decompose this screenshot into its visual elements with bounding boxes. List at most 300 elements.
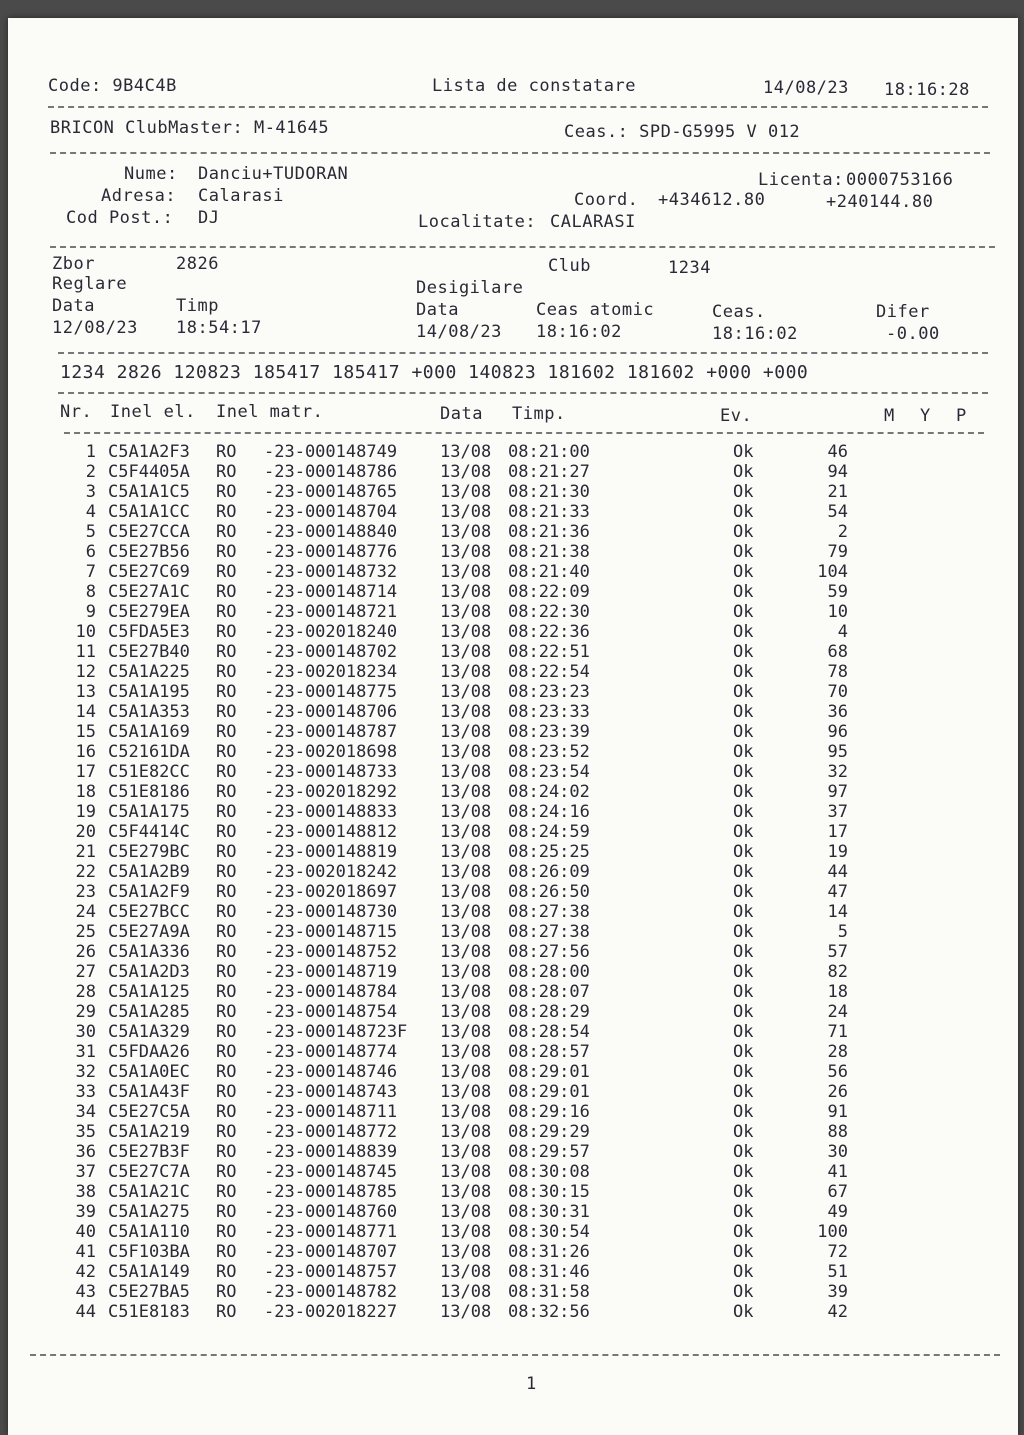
arrival-time: 08:30:54: [508, 1222, 590, 1242]
arrival-time: 08:29:01: [508, 1082, 590, 1102]
event-status: Ok: [733, 922, 754, 942]
row-number: 39: [75, 1202, 96, 1222]
ring-number: -23-000148715: [264, 922, 398, 942]
value-m: 28: [827, 1042, 848, 1062]
arrival-date: 13/08: [440, 462, 492, 482]
row-number: 29: [75, 1002, 96, 1022]
arrival-date: 13/08: [440, 1282, 492, 1302]
ring-number: -23-002018242: [264, 862, 398, 882]
country-code: RO: [216, 442, 237, 462]
value-m: 94: [827, 462, 848, 482]
arrival-time: 08:27:38: [508, 902, 590, 922]
data-label: Data: [52, 296, 95, 316]
electronic-ring: C5A1A2F3: [108, 442, 190, 462]
electronic-ring: C5A1A2D3: [108, 962, 190, 982]
country-code: RO: [216, 782, 237, 802]
electronic-ring: C5A1A2F9: [108, 882, 190, 902]
row-number: 25: [75, 922, 96, 942]
difer-label: Difer: [876, 302, 930, 322]
country-code: RO: [216, 982, 237, 1002]
locality: CALARASI: [550, 212, 636, 232]
row-number: 41: [75, 1242, 96, 1262]
table-row: [8, 1062, 1018, 1082]
event-status: Ok: [733, 1262, 754, 1282]
arrival-time: 08:22:30: [508, 602, 590, 622]
value-m: 59: [827, 582, 848, 602]
divider: [58, 352, 988, 354]
ring-number: -23-000148839: [264, 1142, 398, 1162]
event-status: Ok: [733, 862, 754, 882]
table-row: [8, 1302, 1018, 1322]
country-code: RO: [216, 622, 237, 642]
value-m: 95: [827, 742, 848, 762]
value-m: 5: [837, 922, 848, 942]
arrival-time: 08:29:01: [508, 1062, 590, 1082]
table-row: [8, 682, 1018, 702]
row-number: 12: [75, 662, 96, 682]
value-m: 97: [827, 782, 848, 802]
table-row: [8, 942, 1018, 962]
table-row: [8, 702, 1018, 722]
country-code: RO: [216, 482, 237, 502]
event-status: Ok: [733, 762, 754, 782]
table-row: [8, 1142, 1018, 1162]
event-status: Ok: [733, 842, 754, 862]
col-nr: Nr.: [60, 402, 93, 422]
event-status: Ok: [733, 482, 754, 502]
value-m: 37: [827, 802, 848, 822]
table-row: [8, 522, 1018, 542]
ring-number: -23-000148719: [264, 962, 398, 982]
arrival-date: 13/08: [440, 1182, 492, 1202]
electronic-ring: C5A1A110: [108, 1222, 190, 1242]
row-number: 37: [75, 1162, 96, 1182]
arrival-date: 13/08: [440, 1202, 492, 1222]
ring-number: -23-000148757: [264, 1262, 398, 1282]
arrival-date: 13/08: [440, 862, 492, 882]
country-code: RO: [216, 602, 237, 622]
arrival-time: 08:21:30: [508, 482, 590, 502]
arrival-date: 13/08: [440, 942, 492, 962]
electronic-ring: C5F4405A: [108, 462, 190, 482]
row-number: 33: [75, 1082, 96, 1102]
electronic-ring: C5E27B3F: [108, 1142, 190, 1162]
electronic-ring: C5A1A195: [108, 682, 190, 702]
row-number: 15: [75, 722, 96, 742]
row-number: 40: [75, 1222, 96, 1242]
value-m: 88: [827, 1122, 848, 1142]
table-row: [8, 1082, 1018, 1102]
row-number: 11: [75, 642, 96, 662]
value-m: 44: [827, 862, 848, 882]
table-row: [8, 1282, 1018, 1302]
electronic-ring: C5A1A329: [108, 1022, 190, 1042]
event-status: Ok: [733, 1062, 754, 1082]
arrival-date: 13/08: [440, 1142, 492, 1162]
electronic-ring: C5A1A275: [108, 1202, 190, 1222]
reglare-label: Reglare: [52, 274, 128, 294]
arrival-time: 08:24:16: [508, 802, 590, 822]
country-code: RO: [216, 1182, 237, 1202]
arrival-date: 13/08: [440, 982, 492, 1002]
summary-line: 1234 2826 120823 185417 185417 +000 140823 181602 181602 +000 +000: [60, 362, 809, 383]
ring-number: -23-000148787: [264, 722, 398, 742]
arrival-date: 13/08: [440, 822, 492, 842]
print-date: 14/08/23: [763, 78, 849, 98]
coord-label: Coord.: [574, 190, 639, 210]
event-status: Ok: [733, 622, 754, 642]
electronic-ring: C5E27CCA: [108, 522, 190, 542]
electronic-ring: C5E27BA5: [108, 1282, 190, 1302]
table-row: [8, 1162, 1018, 1182]
value-m: 36: [827, 702, 848, 722]
ring-number: -23-000148704: [264, 502, 398, 522]
col-inel-matr: Inel matr.: [216, 402, 324, 422]
zbor-number: 2826: [176, 254, 219, 274]
arrival-time: 08:22:09: [508, 582, 590, 602]
country-code: RO: [216, 802, 237, 822]
document-title: Lista de constatare: [432, 76, 636, 96]
value-m: 26: [827, 1082, 848, 1102]
electronic-ring: C5A1A0EC: [108, 1062, 190, 1082]
arrival-date: 13/08: [440, 682, 492, 702]
row-number: 4: [85, 502, 96, 522]
country-code: RO: [216, 882, 237, 902]
ring-number: -23-002018240: [264, 622, 398, 642]
event-status: Ok: [733, 1082, 754, 1102]
value-m: 32: [827, 762, 848, 782]
ring-number: -23-000148732: [264, 562, 398, 582]
col-inel-el: Inel el.: [110, 402, 196, 422]
ring-number: -23-000148743: [264, 1082, 398, 1102]
value-m: 70: [827, 682, 848, 702]
event-status: Ok: [733, 562, 754, 582]
arrival-time: 08:24:02: [508, 782, 590, 802]
arrival-date: 13/08: [440, 1102, 492, 1122]
arrival-date: 13/08: [440, 442, 492, 462]
clock-difference: -0.00: [886, 324, 940, 344]
value-m: 57: [827, 942, 848, 962]
ring-number: -23-000148784: [264, 982, 398, 1002]
clock-model: Ceas.: SPD-G5995 V 012: [564, 122, 801, 142]
arrival-time: 08:28:00: [508, 962, 590, 982]
ring-number: -23-000148833: [264, 802, 398, 822]
arrival-date: 13/08: [440, 642, 492, 662]
license-label: Licenta:: [758, 170, 844, 190]
table-row: [8, 822, 1018, 842]
row-number: 34: [75, 1102, 96, 1122]
row-number: 19: [75, 802, 96, 822]
table-row: [8, 482, 1018, 502]
country-code: RO: [216, 1022, 237, 1042]
electronic-ring: C5A1A1CC: [108, 502, 190, 522]
ring-number: -23-002018227: [264, 1302, 398, 1322]
arrival-date: 13/08: [440, 602, 492, 622]
country-code: RO: [216, 762, 237, 782]
ring-number: -23-002018292: [264, 782, 398, 802]
table-row: [8, 1002, 1018, 1022]
table-row: [8, 582, 1018, 602]
value-m: 104: [817, 562, 848, 582]
printout-page: [8, 18, 1018, 1435]
event-status: Ok: [733, 1222, 754, 1242]
table-row: [8, 962, 1018, 982]
arrival-date: 13/08: [440, 1002, 492, 1022]
table-row: [8, 622, 1018, 642]
event-status: Ok: [733, 662, 754, 682]
value-m: 46: [827, 442, 848, 462]
arrival-date: 13/08: [440, 762, 492, 782]
electronic-ring: C5A1A175: [108, 802, 190, 822]
arrival-time: 08:28:29: [508, 1002, 590, 1022]
event-status: Ok: [733, 1042, 754, 1062]
arrival-time: 08:32:56: [508, 1302, 590, 1322]
arrival-date: 13/08: [440, 922, 492, 942]
row-number: 10: [75, 622, 96, 642]
row-number: 44: [75, 1302, 96, 1322]
event-status: Ok: [733, 1182, 754, 1202]
table-row: [8, 1222, 1018, 1242]
arrival-date: 13/08: [440, 522, 492, 542]
country-code: RO: [216, 1222, 237, 1242]
country-code: RO: [216, 662, 237, 682]
event-status: Ok: [733, 582, 754, 602]
arrival-time: 08:21:36: [508, 522, 590, 542]
electronic-ring: C5A1A225: [108, 662, 190, 682]
ring-number: -23-000148754: [264, 1002, 398, 1022]
row-number: 24: [75, 902, 96, 922]
table-row: [8, 562, 1018, 582]
event-status: Ok: [733, 522, 754, 542]
arrival-time: 08:29:16: [508, 1102, 590, 1122]
country-code: RO: [216, 962, 237, 982]
ring-number: -23-000148776: [264, 542, 398, 562]
arrival-date: 13/08: [440, 1062, 492, 1082]
table-row: [8, 1262, 1018, 1282]
country-code: RO: [216, 822, 237, 842]
value-m: 14: [827, 902, 848, 922]
ring-number: -23-000148819: [264, 842, 398, 862]
table-row: [8, 642, 1018, 662]
electronic-ring: C5A1A125: [108, 982, 190, 1002]
arrival-time: 08:21:27: [508, 462, 590, 482]
club-number: 1234: [668, 258, 711, 278]
event-status: Ok: [733, 1122, 754, 1142]
country-code: RO: [216, 862, 237, 882]
print-time: 18:16:28: [884, 80, 970, 100]
arrival-time: 08:27:56: [508, 942, 590, 962]
electronic-ring: C51E8183: [108, 1302, 190, 1322]
page-number: 1: [526, 1374, 537, 1394]
arrival-time: 08:21:33: [508, 502, 590, 522]
arrival-date: 13/08: [440, 1162, 492, 1182]
value-m: 49: [827, 1202, 848, 1222]
arrival-time: 08:28:07: [508, 982, 590, 1002]
coord-latitude: +434612.80: [658, 190, 766, 210]
arrival-date: 13/08: [440, 1042, 492, 1062]
country-code: RO: [216, 542, 237, 562]
electronic-ring: C5F103BA: [108, 1242, 190, 1262]
arrival-time: 08:24:59: [508, 822, 590, 842]
arrival-time: 08:28:57: [508, 1042, 590, 1062]
row-number: 27: [75, 962, 96, 982]
arrival-date: 13/08: [440, 702, 492, 722]
value-m: 19: [827, 842, 848, 862]
electronic-ring: C5E27C5A: [108, 1102, 190, 1122]
table-row: [8, 1242, 1018, 1262]
table-row: [8, 802, 1018, 822]
table-row: [8, 1042, 1018, 1062]
arrival-time: 08:26:50: [508, 882, 590, 902]
col-p: P: [956, 406, 967, 426]
ring-number: -23-000148721: [264, 602, 398, 622]
row-number: 5: [85, 522, 96, 542]
country-code: RO: [216, 1142, 237, 1162]
electronic-ring: C5E27A1C: [108, 582, 190, 602]
arrival-date: 13/08: [440, 1222, 492, 1242]
row-number: 14: [75, 702, 96, 722]
arrival-time: 08:31:26: [508, 1242, 590, 1262]
event-status: Ok: [733, 682, 754, 702]
timp-label: Timp: [176, 296, 219, 316]
arrival-time: 08:23:33: [508, 702, 590, 722]
row-number: 22: [75, 862, 96, 882]
table-row: [8, 1182, 1018, 1202]
divider: [58, 392, 988, 394]
country-code: RO: [216, 722, 237, 742]
table-row: [8, 462, 1018, 482]
arrival-date: 13/08: [440, 882, 492, 902]
event-status: Ok: [733, 802, 754, 822]
event-status: Ok: [733, 1002, 754, 1022]
value-m: 41: [827, 1162, 848, 1182]
country-code: RO: [216, 462, 237, 482]
electronic-ring: C5A1A43F: [108, 1082, 190, 1102]
country-code: RO: [216, 1102, 237, 1122]
divider: [50, 246, 995, 248]
event-status: Ok: [733, 962, 754, 982]
arrival-time: 08:22:36: [508, 622, 590, 642]
arrival-time: 08:30:31: [508, 1202, 590, 1222]
row-number: 28: [75, 982, 96, 1002]
row-number: 6: [85, 542, 96, 562]
arrival-time: 08:29:57: [508, 1142, 590, 1162]
event-status: Ok: [733, 1282, 754, 1302]
electronic-ring: C5A1A1C5: [108, 482, 190, 502]
table-row: [8, 1122, 1018, 1142]
value-m: 2: [837, 522, 848, 542]
arrival-date: 13/08: [440, 1302, 492, 1322]
row-number: 32: [75, 1062, 96, 1082]
license-number: 0000753166: [846, 170, 954, 190]
value-m: 39: [827, 1282, 848, 1302]
row-number: 35: [75, 1122, 96, 1142]
arrival-date: 13/08: [440, 622, 492, 642]
row-number: 1: [85, 442, 96, 462]
arrival-time: 08:22:54: [508, 662, 590, 682]
arrival-time: 08:23:23: [508, 682, 590, 702]
arrival-date: 13/08: [440, 1242, 492, 1262]
arrival-time: 08:23:52: [508, 742, 590, 762]
country-code: RO: [216, 742, 237, 762]
locality-label: Localitate:: [418, 212, 537, 232]
table-row: [8, 982, 1018, 1002]
ring-number: -23-000148730: [264, 902, 398, 922]
value-m: 10: [827, 602, 848, 622]
value-m: 51: [827, 1262, 848, 1282]
table-row: [8, 742, 1018, 762]
ring-number: -23-000148774: [264, 1042, 398, 1062]
name-label: Nume:: [124, 164, 178, 184]
row-number: 36: [75, 1142, 96, 1162]
country-code: RO: [216, 682, 237, 702]
row-number: 43: [75, 1282, 96, 1302]
ring-number: -23-000148840: [264, 522, 398, 542]
value-m: 100: [817, 1222, 848, 1242]
owner-name: Danciu+TUDORAN: [198, 164, 349, 184]
table-row: [8, 1202, 1018, 1222]
electronic-ring: C5E279BC: [108, 842, 190, 862]
electronic-ring: C52161DA: [108, 742, 190, 762]
value-m: 56: [827, 1062, 848, 1082]
country-code: RO: [216, 1082, 237, 1102]
table-row: [8, 442, 1018, 462]
electronic-ring: C5E27BCC: [108, 902, 190, 922]
col-y: Y: [920, 406, 931, 426]
ring-number: -23-000148785: [264, 1182, 398, 1202]
country-code: RO: [216, 1122, 237, 1142]
arrival-time: 08:30:15: [508, 1182, 590, 1202]
event-status: Ok: [733, 1202, 754, 1222]
arrival-date: 13/08: [440, 502, 492, 522]
event-status: Ok: [733, 722, 754, 742]
event-status: Ok: [733, 602, 754, 622]
arrival-time: 08:28:54: [508, 1022, 590, 1042]
table-row: [8, 902, 1018, 922]
electronic-ring: C51E82CC: [108, 762, 190, 782]
row-number: 3: [85, 482, 96, 502]
row-number: 13: [75, 682, 96, 702]
country-code: RO: [216, 942, 237, 962]
event-status: Ok: [733, 542, 754, 562]
col-m: M: [884, 406, 895, 426]
electronic-ring: C5E279EA: [108, 602, 190, 622]
ring-number: -23-000148786: [264, 462, 398, 482]
postal-code: DJ: [198, 208, 220, 228]
ring-number: -23-000148782: [264, 1282, 398, 1302]
ring-number: -23-000148723F: [264, 1022, 408, 1042]
arrival-time: 08:26:09: [508, 862, 590, 882]
event-status: Ok: [733, 942, 754, 962]
event-status: Ok: [733, 902, 754, 922]
code-label: Code: 9B4C4B: [48, 76, 177, 96]
arrival-time: 08:29:29: [508, 1122, 590, 1142]
arrival-date: 13/08: [440, 842, 492, 862]
row-number: 23: [75, 882, 96, 902]
event-status: Ok: [733, 702, 754, 722]
value-m: 71: [827, 1022, 848, 1042]
value-m: 47: [827, 882, 848, 902]
arrival-date: 13/08: [440, 962, 492, 982]
ring-number: -23-000148745: [264, 1162, 398, 1182]
device-model: BRICON ClubMaster: M-41645: [50, 118, 330, 138]
arrival-time: 08:27:38: [508, 922, 590, 942]
arrival-time: 08:21:40: [508, 562, 590, 582]
row-number: 18: [75, 782, 96, 802]
value-m: 54: [827, 502, 848, 522]
clock-time: 18:16:02: [712, 324, 798, 344]
event-status: Ok: [733, 1302, 754, 1322]
